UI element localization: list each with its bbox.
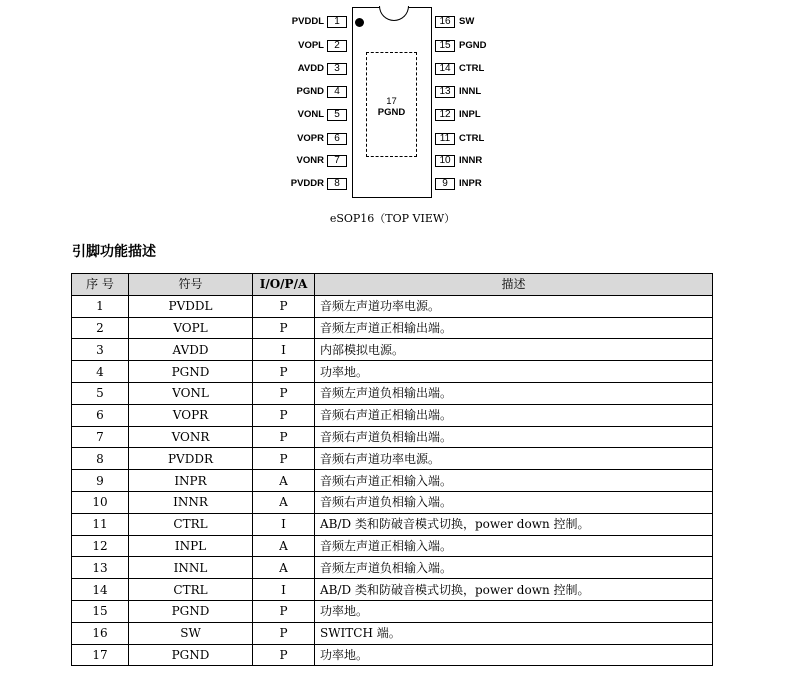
pin-number: 4 (72, 361, 129, 383)
left-pin-name: PGND (296, 86, 324, 97)
pin-symbol: CTRL (129, 513, 253, 535)
table-row (72, 361, 713, 383)
pin-type: P (253, 600, 315, 622)
pin-number: 17 (72, 644, 129, 666)
table-row (72, 404, 713, 426)
left-pin-number: 6 (327, 133, 347, 145)
right-pin-name: INPL (459, 109, 481, 120)
exposed-pad-number: 17 (386, 96, 397, 107)
right-pin-name: INNR (459, 155, 483, 166)
pin-number: 8 (72, 448, 129, 470)
pin-number: 12 (72, 535, 129, 557)
pin-type: P (253, 404, 315, 426)
pin-type: P (253, 295, 315, 317)
left-pin-number: 1 (327, 16, 347, 28)
pin-number: 11 (72, 513, 129, 535)
pin-type: P (253, 426, 315, 448)
pin-type: P (253, 382, 315, 404)
left-pin-name: AVDD (297, 63, 324, 74)
pin-symbol: INNR (129, 491, 253, 513)
pin-description: 功率地。 (315, 361, 713, 383)
pin-symbol: CTRL (129, 579, 253, 601)
pin-description: 音频左声道负相输入端。 (315, 557, 713, 579)
exposed-pad-name: PGND (377, 107, 406, 118)
diagram-caption: eSOP16（TOP VIEW） (329, 212, 456, 225)
pin-symbol: PGND (129, 600, 253, 622)
left-pin-number: 4 (327, 86, 347, 98)
left-pin-name: PVDDR (290, 178, 324, 189)
pin-type: P (253, 622, 315, 644)
pin-number: 5 (72, 382, 129, 404)
pin-description: SWITCH 端。 (315, 622, 713, 644)
pin-type: P (253, 317, 315, 339)
pin-symbol: INPR (129, 470, 253, 492)
pin-description: 音频右声道正相输出端。 (315, 404, 713, 426)
pin1-marker-dot (355, 18, 364, 27)
pin-symbol: PVDDL (129, 295, 253, 317)
pin-type: A (253, 491, 315, 513)
table-body (72, 295, 713, 666)
left-pin-number: 8 (327, 178, 347, 190)
pin-number: 14 (72, 579, 129, 601)
pin-function-table (71, 273, 713, 666)
table-row (72, 557, 713, 579)
pin-number: 1 (72, 295, 129, 317)
left-pin-number: 7 (327, 155, 347, 167)
pin-number: 10 (72, 491, 129, 513)
pin-symbol: INPL (129, 535, 253, 557)
pin-symbol: VOPL (129, 317, 253, 339)
right-pin-name: INNL (459, 86, 482, 97)
pin-description: 音频右声道负相输入端。 (315, 491, 713, 513)
right-pin-number: 13 (435, 86, 455, 98)
section-heading: 引脚功能描述 (72, 244, 156, 260)
pin-number: 2 (72, 317, 129, 339)
right-pin-name: INPR (459, 178, 482, 189)
table-row (72, 513, 713, 535)
table-row (72, 535, 713, 557)
right-pin-name: CTRL (459, 133, 485, 144)
pin-symbol: VONR (129, 426, 253, 448)
pin-description: 功率地。 (315, 644, 713, 666)
pin-number: 9 (72, 470, 129, 492)
pin-number: 15 (72, 600, 129, 622)
left-pin-number: 3 (327, 63, 347, 75)
table-row (72, 339, 713, 361)
pin-type: I (253, 513, 315, 535)
pin-number: 16 (72, 622, 129, 644)
pin-type: A (253, 557, 315, 579)
pin-symbol: VOPR (129, 404, 253, 426)
pin-symbol: PVDDR (129, 448, 253, 470)
pin-description: 功率地。 (315, 600, 713, 622)
pin-type: A (253, 470, 315, 492)
pin-number: 7 (72, 426, 129, 448)
table-row (72, 295, 713, 317)
header-symbol: 符号 (129, 274, 253, 296)
table-row (72, 317, 713, 339)
pin-symbol: VONL (129, 382, 253, 404)
pin-symbol: SW (129, 622, 253, 644)
table-row (72, 622, 713, 644)
table-row (72, 600, 713, 622)
pin-number: 3 (72, 339, 129, 361)
table-row (72, 448, 713, 470)
pinout-diagram (0, 0, 785, 235)
pin-description: 音频左声道正相输出端。 (315, 317, 713, 339)
pin-type: I (253, 339, 315, 361)
pin-symbol: INNL (129, 557, 253, 579)
left-pin-number: 2 (327, 40, 347, 52)
right-pin-number: 10 (435, 155, 455, 167)
pin-description: 音频右声道正相输入端。 (315, 470, 713, 492)
pin-symbol: AVDD (129, 339, 253, 361)
pin-number: 6 (72, 404, 129, 426)
left-pin-name: VONR (296, 155, 324, 166)
right-pin-number: 9 (435, 178, 455, 190)
header-description: 描述 (315, 274, 713, 296)
left-pin-name: VONL (297, 109, 324, 120)
table-row (72, 579, 713, 601)
pin-symbol: PGND (129, 361, 253, 383)
pin-symbol: PGND (129, 644, 253, 666)
right-pin-number: 15 (435, 40, 455, 52)
left-pin-name: VOPL (298, 40, 324, 51)
header-number: 序 号 (72, 274, 129, 296)
pin-type: I (253, 579, 315, 601)
pin-description: 音频左声道功率电源。 (315, 295, 713, 317)
right-pin-name: SW (459, 16, 475, 27)
right-pin-name: CTRL (459, 63, 485, 74)
pin-description: 音频右声道负相输出端。 (315, 426, 713, 448)
table-row (72, 382, 713, 404)
pin-type: P (253, 361, 315, 383)
table-row (72, 426, 713, 448)
pin-description: 音频左声道负相输出端。 (315, 382, 713, 404)
header-iopa: I/O/P/A (253, 274, 315, 296)
right-pin-number: 11 (435, 133, 455, 145)
left-pin-number: 5 (327, 109, 347, 121)
pin-description: AB/D 类和防破音模式切换，power down 控制。 (315, 579, 713, 601)
table-row (72, 470, 713, 492)
pin-description: 音频左声道正相输入端。 (315, 535, 713, 557)
pin-description: 音频右声道功率电源。 (315, 448, 713, 470)
pin-type: P (253, 448, 315, 470)
table-row (72, 644, 713, 666)
right-pin-name: PGND (459, 40, 487, 51)
pin-description: 内部模拟电源。 (315, 339, 713, 361)
pin-number: 13 (72, 557, 129, 579)
table-row (72, 491, 713, 513)
pin-type: A (253, 535, 315, 557)
table-header-row (72, 274, 713, 296)
right-pin-number: 14 (435, 63, 455, 75)
pin-type: P (253, 644, 315, 666)
right-pin-number: 12 (435, 109, 455, 121)
right-pin-number: 16 (435, 16, 455, 28)
left-pin-name: VOPR (297, 133, 324, 144)
left-pin-name: PVDDL (291, 16, 324, 27)
pin-description: AB/D 类和防破音模式切换，power down 控制。 (315, 513, 713, 535)
